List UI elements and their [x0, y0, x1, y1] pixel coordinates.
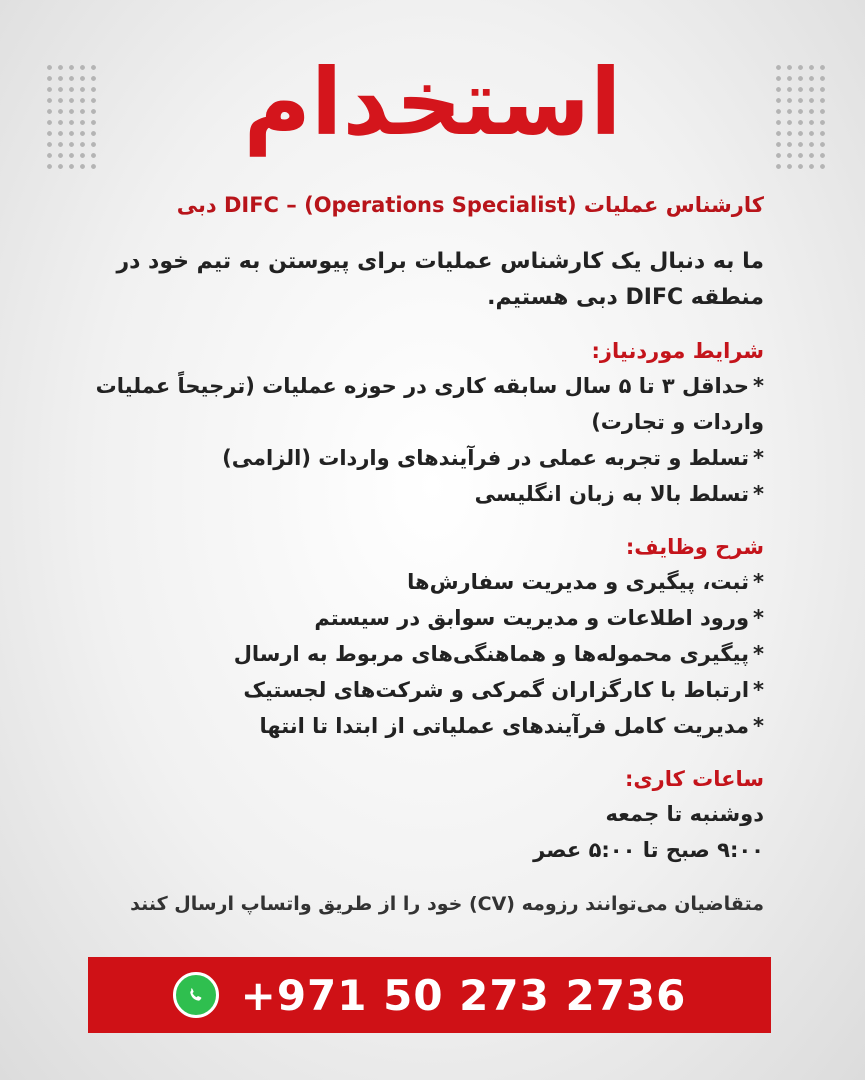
requirements-title: شرایط موردنیاز: [591, 339, 764, 363]
job-posting [78, 188, 764, 920]
list-item: *مدیریت کامل فرآیندهای عملیاتی از ابتدا تا انتها [259, 714, 764, 738]
hours-title: ساعات کاری: [624, 767, 764, 791]
working-hours [78, 796, 764, 868]
list-item: *تسلط و تجربه عملی در فرآیندهای واردات (الزامی) [222, 446, 764, 470]
requirements-list [78, 368, 764, 512]
list-item: *پیگیری محموله‌ها و هماهنگی‌های مربوط به ارسال [233, 642, 764, 666]
working-time: ۹:۰۰ صبح تا ۵:۰۰ عصر [533, 838, 764, 862]
duties-title: شرح وظایف: [625, 535, 764, 559]
page-title: استخدام [243, 49, 622, 156]
list-item: *حداقل ۳ تا ۵ سال سابقه کاری در حوزه عملیات (ترجیحاً عملیات واردات و تجارت) [95, 374, 764, 434]
whatsapp-icon[interactable] [173, 972, 219, 1018]
job-subtitle: کارشناس عملیات (Operations Specialist) – DIFC دبی [176, 193, 764, 217]
list-item: *تسلط بالا به زبان انگلیسی [474, 482, 764, 506]
contact-bar[interactable] [88, 957, 771, 1033]
list-item: *ورود اطلاعات و مدیریت سوابق در سیستم [314, 606, 764, 630]
job-intro: ما به دنبال یک کارشناس عملیات برای پیوستن به تیم خود در منطقه DIFC دبی هستیم. [116, 249, 764, 310]
working-days: دوشنبه تا جمعه [605, 802, 764, 826]
phone-number[interactable]: +971 50 273 2736 [240, 970, 687, 1020]
list-item: *ارتباط با کارگزاران گمرکی و شرکت‌های لجستیک [243, 678, 764, 702]
list-item: *ثبت، پیگیری و مدیریت سفارش‌ها [407, 570, 764, 594]
apply-instructions: متقاضیان می‌توانند رزومه (CV) خود را از طریق واتساپ ارسال کنند [130, 893, 764, 915]
duties-list [78, 564, 764, 744]
